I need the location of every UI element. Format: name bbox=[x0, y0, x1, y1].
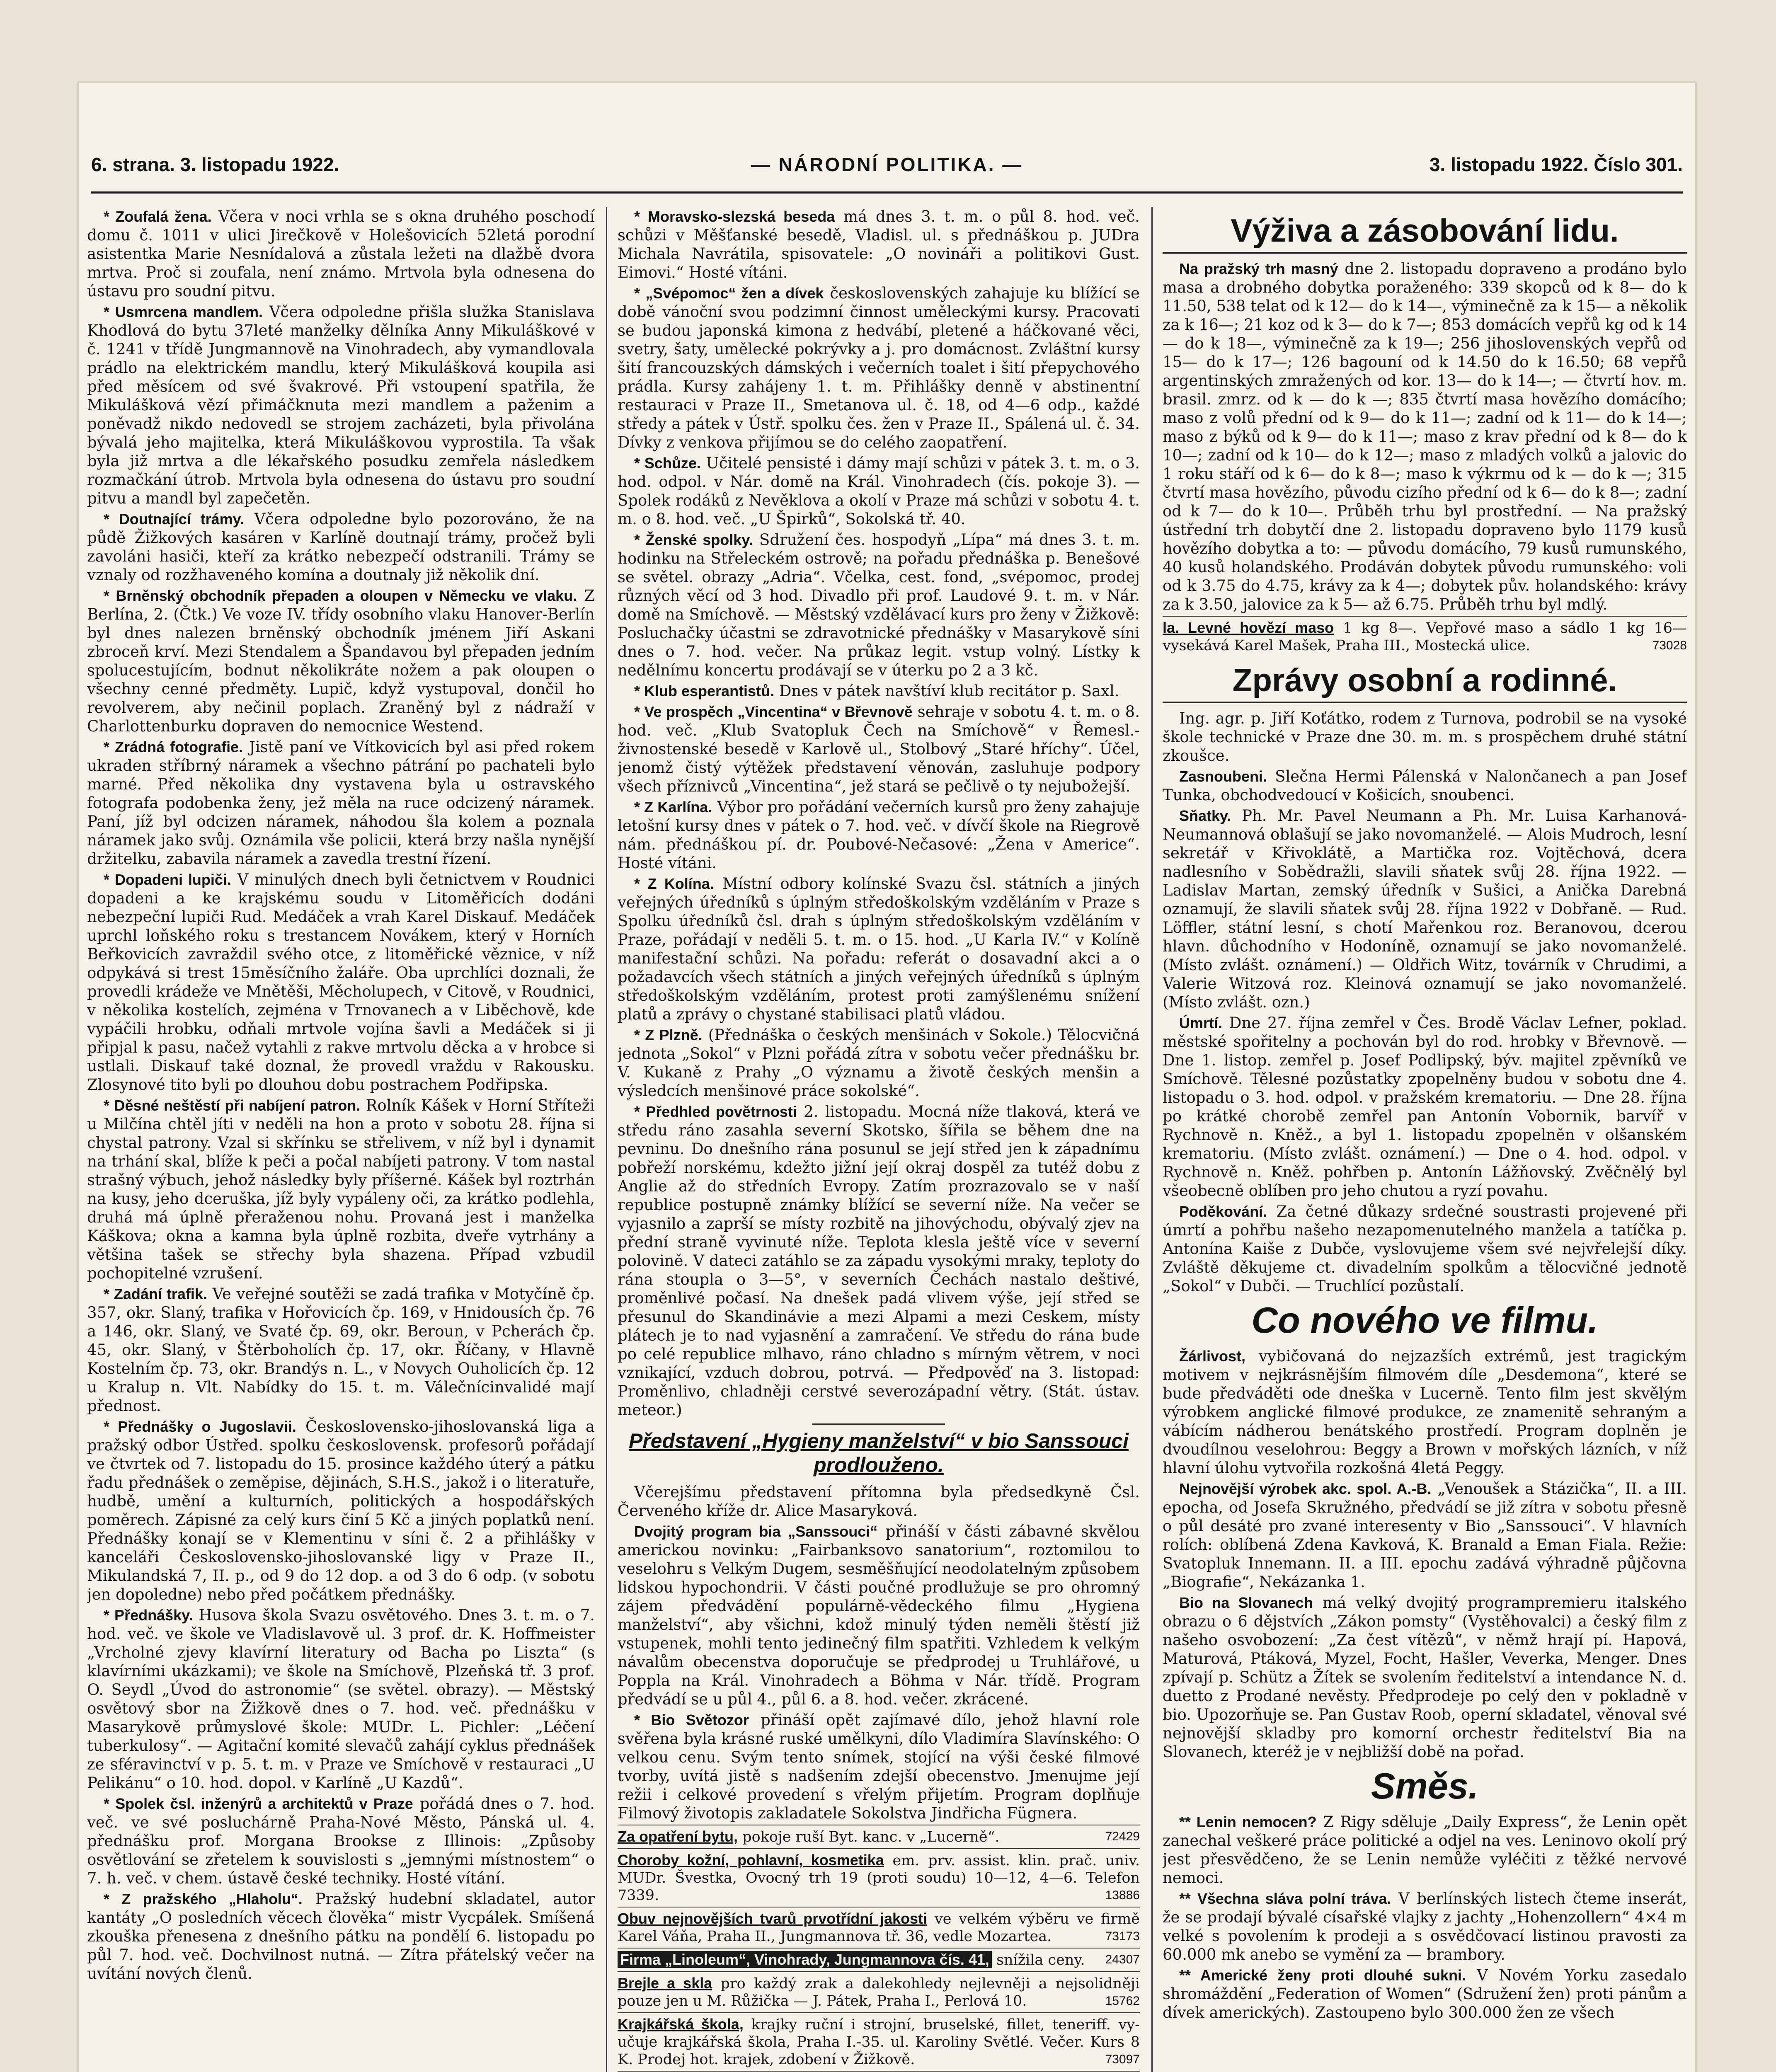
news-item-lead: * Spolek čsl. inženýrů a architektů v Praze bbox=[104, 1795, 413, 1812]
news-item-text: má velký dvojitý programpremieru italského obrazu o 6 dějstvích „Zákon pomsty“ (Vystěhovalci) a český film z našeho osvobození: „Za čest vítězů“, v němž hrají pí. Hapová, Maturová, Ptáková, Myzel, Focht, Hašler, Veverka, Menger. Dnes zpívají p. Schütz a Žítek se svolením ředitelství a intendance N. d. duetto z Prodané nevěsty. Předprodeje po celý den v pokladně v bio. Upozorňuje se. Pan Gustav Roob, operní skladatel, věnoval své nejnovější skladby pro komorní orchestr ředitelství Bia na Slovanech, kteréž je v nejbližší době na pořad. bbox=[1163, 1594, 1687, 1761]
ad-number: 73173 bbox=[1105, 1929, 1140, 1943]
news-item-lead: * Přednášky. bbox=[104, 1607, 193, 1624]
news-item-lead: * Moravsko-slezská beseda bbox=[634, 208, 835, 225]
news-item-lead: * „Svépomoc“ žen a dívek bbox=[634, 285, 824, 302]
news-item-text: vybičovaná do nejzazších extrémů, jest tragickým motivem v nejkrásnějším filmovém díle „Desdemona“, které se bude předváděti ode dneška v Lucerně. Tento film jest skvělým výrobkem anglické filmové produkce, ze znamenitě sehraným a vábícím nádherou benátského prostředí. Program doplněn je dvoudílnou veselohrou: Beggy a Brown v mořských lázních, v níž hlavní úlohu vytvořila rozkošná 4letá Peggy. bbox=[1163, 1347, 1687, 1477]
news-item bbox=[1163, 1014, 1687, 1200]
news-item-text: Z Berlína, 2. (Čtk.) Ve voze IV. třídy osobního vlaku Hanover-Berlín byl dnes nalezen brněnský obchodník jménem Jiří Askani zbroceň krví. Mezi Stendalem a Špandavou byl přepaden jedním spolucestujícím, bodnut několikráte nožem a pak oloupen o všechny cenné předměty. Lupič, když vystupoval, dončil ho revolverem, aby nečinil poplach. Zraněný byl z nádraží v Charlottenburku dopraven do nemocnice Westend. bbox=[87, 587, 595, 735]
news-item bbox=[87, 1794, 595, 1888]
masthead-title: — NÁRODNÍ POLITIKA. — bbox=[751, 154, 1023, 175]
news-item-text: V Novém Yorku zasedalo shromáždění „Federation of Women“ (Sdružení žen) proti pánům a dívek amerických). Zastoupeno bylo 300.000 žen ze všech bbox=[1163, 1966, 1687, 2021]
newspaper-page bbox=[79, 83, 1695, 2072]
news-item-text: Slečna Hermi Pálenská v Nalončanech a pan Josef Tunka, obchodvedoucí v Košicích, snoubenci. bbox=[1163, 767, 1687, 804]
ad-number: 15762 bbox=[1105, 1994, 1140, 2008]
news-item-text: „Venoušek a Stázička“, II. a III. epocha, od Josefa Skružného, předvádí se již zítra v sobotu přesně o půl desáté pro zvané interesenty v Bio „Sanssouci“. V hlavních rolích: oblíbená Zdena Kavková, K. Branald a Eman Fiala. Režie: Svatopluk Innemann. II. a III. epochu zadává výhradně půjčovna „Biografie“, Nekázanka 1. bbox=[1163, 1480, 1687, 1591]
news-item-lead: * Z pražského „Hlaholu“. bbox=[104, 1890, 303, 1907]
column-2 bbox=[618, 207, 1140, 2072]
header-issue-number: 3. listopadu 1922. Číslo 301. bbox=[1429, 154, 1683, 175]
news-item-lead: Žárlivost, bbox=[1179, 1348, 1246, 1365]
ad-number: 13886 bbox=[1105, 1888, 1140, 1902]
news-item-text: přináší v části zábavné skvělou americkou novinku: „Fairbanksovo sanatorium“, roztomilou to veselohru s Velkým Dugem, sesměšňující neodolatelným způsobem lidskou hypochondrii. V části poučné prodlužuje se pro ohromný zájem předvádění populárně-vědeckého filmu „Hygiena manželství“, aby všichni, kdož minulý týden neměli štěstí již vstupenek, mohli tento jedinečný film spatřiti. Vzhledem k velkým návalům obecenstva doporučuje se předprodej u Truhlářové, u Poppla na Král. Vinohradech a Böhma v Nár. třídě. Program předvádí se u půl 4., půl 6. a 8. hod. večer. zkrácené. bbox=[618, 1523, 1140, 1708]
news-item bbox=[618, 284, 1140, 452]
news-item bbox=[1163, 1593, 1687, 1761]
news-item-lead: * Klub esperantistů. bbox=[634, 683, 775, 700]
news-item-text: dne 2. listopadu dopraveno a prodáno bylo masa a drobného dobytka poraženého: 339 skopců od k 8— do k 11.50, 538 telat od k 12— do k 14—, výminečně za k 15— a několik za k 16—; 21 koz od k 3— do k 7—; 853 domácích vepřů kg od k 14— do k 18—, výminečně za k 19—; 256 jihoslovenských vepřů od 15— do k 17—; 126 bagouní od k 14.50 do k 16.50; 68 vepřů argentinských zmražených od kor. 13— do k 14—; — čtvrtí hov. m. brasil. zmrz. od k — do k —; 835 čtvrtí masa hovězího domácího; maso z volů přední od k 9— do k 11—; zadní od k 11— do k 14—; maso z býků od k 9— do k 11—; maso z krav přední od k 8— do k 10—; zadní od k 10— do k 12—; maso z mladých volků a jalovic do 1 roku stáří od k 6— do k 8—; maso k výkrmu od k — do k —; 315 čtvrtí masa hovězího, původu cizího přední od k 6— do k 8—; zadní od k 7— do k 10—. Průběh trhu byl prostřední. — Na pražský ústřední trh dobytčí dne 2. listopadu dopraveno bylo 1179 kusů hovězího dobytka a to: — původu domácího, 79 kusů rumunského, 40 kusů holandského. Prodáván dobytek původu rumunského: voli od k 3.75 do 4.75, krávy za k 4—; dobytek pův. holandského: krávy za k 3.50, jalovice za k 5— až 6.75. Průběh trhu byl mdlý. bbox=[1163, 260, 1687, 613]
news-item-lead: * Z Plzně. bbox=[634, 1026, 703, 1043]
classified-ad bbox=[618, 1948, 1140, 1971]
classified-ad bbox=[618, 1971, 1140, 2012]
page-header bbox=[91, 153, 1683, 186]
news-item-text: Dne 27. října zemřel v Čes. Brodě Václav Lefner, poklad. městské spořitelny a pochován byl do rod. hrobky v Břevnově. — Dne 1. listop. zemřel p. Josef Podlipský, býv. majitel zpěvníků ve Smíchově. Tělesné pozůstatky zpopelněny budou v sobotu dne 4. listopadu o 3. hod. odpol. v pražském krematoriu. — Dne 28. října po krátké chorobě zemřel pan Antonín Vobornik, barvíř v Rychnově n. Kněž., a byl 1. listopadu zpopelněn v olšanském krematoriu. (Místo zvlášt. oznámení.) — Dne o 4. hod. odpol. v Rychnově n. Kněž. pohřben p. Antonín Lážňovský. Zvěčnělý byl všeobecně oblíben pro jeho chutou a ryzí povahu. bbox=[1163, 1014, 1687, 1200]
news-item bbox=[87, 1890, 595, 1983]
news-item-text: Včera odpoledne přišla služka Stanislava Khodlová do bytu 37leté manželky dělníka Anny Mikuláškové v č. 1241 v třídě Jungmannově na Vinohradech, aby vymandlovala prádlo na elektrickém mandlu, který Mikulášková koupila asi před měsícem od své švakrové. Při vstoupení spatřila, že Mikulášková vězí přimáčknuta mezi mandlem a paženim a poněvadž nikdo nedovedl se strojem zacházeti, byla přivolána bývalá jeho majitelka, která Mikuláškovou vyprostila. Ta však byla již mrtva a dle lékařského posudku zemřela následkem rozmačkání útrob. Mrtvola byla odnesena do ústavu pro soudní pitvu a mandl byl zapečetěn. bbox=[87, 303, 595, 507]
news-item bbox=[618, 874, 1140, 1024]
ad-title: Obuv nejnovějších tvarů prvotřídní jakosti bbox=[618, 1910, 928, 1927]
news-headline: Představení „Hygieny manželství“ v bio Sanssouci prodlouženo. bbox=[629, 1429, 1129, 1477]
news-item-lead: Na pražský trh masný bbox=[1179, 260, 1338, 277]
news-item-lead: * Z Kolína. bbox=[634, 875, 714, 892]
news-item-lead: * Předhled povětrnosti bbox=[634, 1103, 797, 1120]
news-item-lead: * Schůze. bbox=[634, 455, 701, 472]
news-item-lead: * Přednášky o Jugoslavii. bbox=[104, 1418, 296, 1435]
news-item bbox=[1163, 1202, 1687, 1295]
news-item-text: Učitelé pensisté i dámy mají schůzi v pátek 3. t. m. o 3. hod. odpol. v Nár. domě na Král. Vinohradech (čís. pokoje 3). — Spolek rodáků z Nevěklova a okolí v Praze má schůzi v sobotu 4. t. m. o 8. hod. več. „U Špirků“, Sokolská tř. 40. bbox=[618, 454, 1140, 528]
news-item-lead: ** Všechna sláva polní tráva. bbox=[1179, 1890, 1391, 1907]
news-item-text: Včera v noci vrhla se s okna druhého poschodí domu č. 1011 v ulici Jirečkově v Holešovicích 52letá porodní asistentka Marie Nesnídalová a zůstala ležeti na dlažbě dvora mrtva. Proč si zoufala, není známo. Mrtvola byla odnesena do ústavu pro soudní pitvu. bbox=[87, 208, 595, 300]
news-item bbox=[618, 530, 1140, 680]
classified-ad bbox=[618, 2012, 1140, 2071]
ad-text: 1 kg 8—. Vepřové maso a sádlo 1 kg 16— vysekává Karel Mašek, Praha III., Mostecká ulice. bbox=[1163, 620, 1687, 654]
classified-ad bbox=[618, 1825, 1140, 1848]
news-item bbox=[87, 1417, 595, 1604]
column-1 bbox=[87, 207, 595, 2072]
news-item-lead: Bio na Slovanech bbox=[1179, 1594, 1313, 1611]
news-item-lead: * Dopadeni lupiči. bbox=[104, 871, 231, 888]
news-item-lead: Sňatky. bbox=[1179, 807, 1231, 824]
news-item-lead: ** Lenin nemocen? bbox=[1179, 1813, 1317, 1830]
news-item-lead: * Zadání trafik. bbox=[104, 1285, 207, 1302]
news-item-text: (Přednáška o českých menšinách v Sokole.) Tělocvičná jednota „Sokol“ v Plzni pořádá zítra v sobotu večer přednášku br. V. Kukaně z Prahy „O významu a životě českých menšin a výsledcích menšinové práce sokolské“. bbox=[618, 1026, 1140, 1100]
ad-title: Firma „Linoleum“, Vinohrady, Jungmannova čís. 41, bbox=[618, 1951, 992, 1968]
ad-title: Za opatření bytu, bbox=[618, 1828, 738, 1845]
header-rule bbox=[91, 191, 1683, 194]
ad-text: snížila ceny. bbox=[996, 1952, 1085, 1968]
news-item-text: V minulých dnech byli četnictvem v Roudnici dopadeni a ke krajskému soudu v Litoměřicích dodáni nebezpeční lupiči Rud. Medáček a vrah Karel Diskauf. Medáček uprchl loňského roku s trestancem Novákem, který v Horních Beřkovicích zavraždil svého otce, z litoměřické věznice, v níž odpykává si trest 15měsíčního žaláře. Oba uprchlíci doznali, že provedli krádeže ve Mnětěši, Měcholupech, v Citově, v Roudnici, v několika kostelích, zejména v Trnovanech a v Liběchově, kde vypáčili hrobku, odňali mrtvole vojína šavli a Medáček si ji připjal k pasu, načež vytahli z rakve mrtvolu děcka a v hrobce si ustlali. Diskauf také doznal, že provedl vraždu v Rakousku. Zlosynové tito byli po dlouhou dobu postrachem Podřipska. bbox=[87, 871, 595, 1094]
news-item bbox=[87, 586, 595, 736]
ad-title: Choroby kožní, pohlavní, kosmetika bbox=[618, 1852, 884, 1869]
section-heading: Zprávy osobní a rodinné. bbox=[1163, 661, 1687, 703]
ad-text: em. prv. assist. klin. prač. univ. MUDr. Švestka, Ovocný trh 19 (proti soudu) 10—12, 4—6. Telefon 7339. bbox=[618, 1852, 1140, 1904]
news-item-lead: * Z Karlína. bbox=[634, 799, 712, 816]
news-item bbox=[1163, 767, 1687, 804]
news-item-text: Výbor pro pořádání večerních kursů pro ženy zahajuje letošní kursy dnes v pátek o 7. hod. več. v dívčí škole na Riegrově nám. přednáškou pí. dr. Poubové-Nečasové: „Žena v Americe“. Hosté vítáni. bbox=[618, 798, 1140, 872]
news-item-lead: Nejnovější výrobek akc. spol. A.-B. bbox=[1179, 1480, 1432, 1497]
classified-ad bbox=[618, 1848, 1140, 1907]
news-item-lead: * Usmrcena mandlem. bbox=[104, 303, 263, 320]
section-heading: Výživa a zásobování lidu. bbox=[1163, 211, 1687, 254]
news-item-lead: Dvojitý program bia „Sanssouci“ bbox=[634, 1523, 878, 1540]
news-item-lead: * Ve prospěch „Vincentina“ v Břevnově bbox=[634, 703, 913, 720]
news-item-text: sehraje v sobotu 4. t. m. o 8. hod. več. „Klub Svatopluk Čech na Smíchově“ v Řemesl.-živnostenské besedě v Karlově ul., Stolbový „Staré hříchy“. Účel, jenomž čistý výtěžek představení věnován, zasluhuje podpory všech příznivců „Vincentina“, jež stará se pečlivě o ty nejubožejší. bbox=[618, 703, 1140, 795]
news-item-text: Pražský hudební skladatel, autor kantáty „O posledních věcech člověka“ mistr Vycpálek. Smíšená zkouška přenesena z dnešního pátku na pondělí 6. listopadu po půl 7. hod. več. Dochvilnost nutná. — Zítra přátelský večer na uvítání nových členů. bbox=[87, 1890, 595, 1982]
ad-title: la. Levné hovězí maso bbox=[1163, 619, 1334, 636]
news-item bbox=[87, 207, 595, 300]
ad-text: pokoje ruší Byt. kanc. v „Lucerně“. bbox=[742, 1829, 1000, 1845]
divider bbox=[812, 1423, 945, 1425]
news-item-lead: Úmrtí. bbox=[1179, 1014, 1223, 1031]
news-item bbox=[1163, 1966, 1687, 2022]
news-item bbox=[618, 798, 1140, 872]
section-heading: Směs. bbox=[1371, 1765, 1479, 1806]
news-item bbox=[1163, 1813, 1687, 1887]
news-paragraph: Ing. agr. p. Jiří Koťátko, rodem z Turnova, podrobil se na vysoké škole technické v Praze dne 30. m. m. s prospěchem druhé státní zkoušce. bbox=[1163, 709, 1687, 765]
news-item-text: československých zahajuje ku blížící se době vánoční svou podzimní činnost uměleckými kursy. Pracovati se budou japonská kimona z hedvábí, pletené a háčkované věci, svetry, šaty, umělecké pokrývky a j. pro domácnost. Zvláštní kursy šití francouzských dámských i večerních toalet i šití přepychového prádla. Kursy zahájeny 1. t. m. Přihlášky denně v abstinentní restauraci v Praze II., Smetanova ul. č. 18, od 4—6 odp., každé středy a pátek v Ústř. spolku čes. žen v Praze II., Spálená ul. č. 34. Dívky z venkova přijímou se do celého zaopatření. bbox=[618, 284, 1140, 451]
news-item-text: V berlínských listech čteme inserát, že se prodají bývalé císařské vlajky z jachty „Hohenzollern“ 4×4 m velké s povolením k prodeji a s osvědčovací listinou pravosti za 60.000 mk anebo se vymění za — brambory. bbox=[1163, 1890, 1687, 1963]
ad-text: pro každý zrak a dalekohledy nejlevněji a nejsolidněji pouze jen u M. Růžička — J. Pátek, Praha I., Perlová 10. bbox=[618, 1975, 1140, 2009]
column-divider bbox=[1151, 207, 1153, 2072]
ad-number: 72429 bbox=[1105, 1830, 1140, 1843]
news-item-lead: Zasnoubeni. bbox=[1179, 768, 1267, 785]
news-item bbox=[618, 454, 1140, 528]
news-item-lead: Poděkování. bbox=[1179, 1203, 1267, 1220]
news-item-text: Dnes v pátek navštíví klub recitátor p. Saxl. bbox=[779, 682, 1119, 700]
news-item bbox=[87, 303, 595, 508]
news-item-text: Včera odpoledne bylo pozorováno, že na půdě Žižkových kasáren v Karlíně doutnají trámy, pročež byli zavoláni hasiči, kteří za krátko nebezpečí odstranili. Trámy se vznaly od rozžhaveného komína a doutnaly již několik dní. bbox=[87, 510, 595, 584]
news-item bbox=[87, 510, 595, 584]
news-item-lead: ** Americké ženy proti dlouhé sukni. bbox=[1179, 1967, 1466, 1984]
news-item bbox=[87, 1285, 595, 1415]
news-item-lead: * Zrádná fotografie. bbox=[104, 738, 243, 755]
ad-title: Brejle a skla bbox=[618, 1975, 712, 1992]
news-item-lead: * Bio Světozor bbox=[634, 1711, 749, 1728]
news-item bbox=[618, 1102, 1140, 1419]
news-item bbox=[87, 1606, 595, 1792]
column-divider bbox=[606, 207, 607, 2072]
news-item bbox=[1163, 1889, 1687, 1964]
news-item bbox=[1163, 259, 1687, 614]
ad-text: ve velkém výběru ve firmě Karel Váňa, Praha II., Jungmannova tř. 36, vedle Mozartea. bbox=[618, 1911, 1140, 1945]
news-item bbox=[87, 1096, 595, 1283]
news-item-lead: * Děsné neštěstí při nabíjení patron. bbox=[104, 1097, 361, 1114]
news-item-text: Sdružení čes. hospodyň „Lípa“ má dnes 3. t. m. hodinku na Střeleckém ostrově; na pořadu přednáška p. Benešové se světel. obrazy „Adria“. Včelka, cest. fond, „svépomoc, prodej různých věcí od 3 hod. Divadlo při prof. Laudové 9. t. m. v Nár. domě na Smíchově. — Městský vzdělávací kurs pro ženy v Žižkově: Posluchačky účastni se zdravotnické přednášky v Masarykově síni dnes o 7. hod. večer. Na průkaz legit. vstup volný. Lístky k nedělnímu koncertu prodávají se v úterku po 2 a 3 kč. bbox=[618, 531, 1140, 679]
news-item bbox=[618, 1026, 1140, 1100]
news-item-text: Ve veřejné soutěži se zadá trafika v Motyčíně čp. 357, okr. Slaný, trafika v Hořovicích čp. 169, v Hnidousích čp. 76 a 146, okr. Slaný, ve Svaté čp. 69, okr. Beroun, v Pcherách čp. 45, okr. Slaný, v Štěrboholích čp. 17, okr. Říčany, v Hlavně Kostelním čp. 73, okr. Brandýs n. L., v Novych Ouholicích čp. 12 u Kralup n. Vlt. Nabídky do 15. t. m. Válečnícinvalidé mají přednost. bbox=[87, 1285, 595, 1415]
news-item bbox=[1163, 806, 1687, 1012]
news-item-text: Ph. Mr. Pavel Neumann a Ph. Mr. Luisa Karhanová-Neumannová oblašují se jako novomanželé. — Alois Mudroch, lesní sekretář v Křivoklátě, a Martička roz. Vojtěchová, dcera nadlesního v Sobědražli, slavili sňatek svůj 28. října 1922. — Ladislav Martan, zemský úředník v Sušici, a Anička Darebná oznamují, že slavili sňatek svůj 28. října 1922 v Dobřaně. — Rud. Löffler, státní lesní, s chotí Mařenkou roz. Beranovou, dcerou hlavn. důchodního v Hodoníně, oznamují se jako novomanželé. (Místo zvlášt. oznámení.) — Oldřich Witz, továrník v Chrudimi, a Valerie Witzová roz. Kleinová oznamují se jako novomanželé. (Místo zvlášt. ozn.) bbox=[1163, 807, 1687, 1011]
news-body: Včerejšímu představení přítomna byla předsedkyně Čsl. Červeného kříže dr. Alice Masaryková. bbox=[618, 1483, 1140, 1520]
news-item-lead: * Zoufalá žena. bbox=[104, 208, 212, 225]
ad-number: 73028 bbox=[1652, 639, 1687, 652]
news-item-lead: * Brněnský obchodník přepaden a oloupen v Německu ve vlaku. bbox=[104, 587, 577, 604]
news-item bbox=[87, 870, 595, 1094]
news-item-lead: * Ženské spolky. bbox=[634, 531, 753, 548]
header-date-left: 6. strana. 3. listopadu 1922. bbox=[91, 154, 339, 175]
news-item-text: Československo-jihoslovanská liga a pražský odbor Ústřed. spolku československ. profesorů pořádají ve čtvrtek od 7. listopadu do 15. prosince každého úterý a pátku řadu přednášek o zeměpise, dějinách, S.H.S., jakož i o literatuře, hudbě, umění a kulturních, politických a hospodářských poměrech. Zápisné za celý kurs činí 5 Kč a jiných poplatků není. Přednášky konají se v Klementinu v síni č. 2 a přihlášky v kanceláři Československo-jihoslovanské ligy v Praze II., Mikulandská 7, II. p., od 9 do 12 dop. a od 3 do 6 odp. (v sobotu jen dopoledne) nebo před počátkem přednášky. bbox=[87, 1418, 595, 1603]
news-item bbox=[618, 1711, 1140, 1823]
ad-title: Krajkářská škola, bbox=[618, 2016, 744, 2033]
section-heading: Co nového ve filmu. bbox=[1251, 1300, 1598, 1341]
news-item-text: 2. listopadu. Mocná níže tlaková, která ve středu ráno zasahla severní Skotsko, šířila se během dne na pevninu. Do dnešního rána posunul se její střed jen k západnímu pobřeží norskému, kdežto jižní její okraj dospěl za tutéž dobu z Anglie až do středních Evropy. Zatím prozrazovalo se v naší republice postupně známky blížící se severní níže. Na večer se vyjasnilo a zaprší se místy rozbitě na jihovýchodu, obývalý zjev na přední straně vyvinuté níže. Teplota klesla ještě více v severní polovině. V dateci zatáhlo se za západu vysokými mraky, teploty do rána stoupla o 3—5°, v severních Čechách nastalo deštivé, proměnlivé počasí. Na dnešek padá vlivem výše, její střed se přesunul do Skandinávie a mezi Alpami a mezi Ceskem, místy plátech je to nad vyjasnění a zamračení. Ve středu do rána bude po celé republice mlhavo, ráno chladno s mírným větrem, v noci vznikající, vzduch dobrou, potrvá. — Předpověď na 3. listopad: Proměnlivo, chladněji cerstvé severozápadní větry. (Stát. ústav. meteor.) bbox=[618, 1103, 1140, 1419]
news-item bbox=[87, 738, 595, 868]
news-item bbox=[1163, 1347, 1687, 1477]
column-3 bbox=[1163, 207, 1687, 2072]
news-item bbox=[618, 1522, 1140, 1709]
ad-number: 24307 bbox=[1105, 1953, 1140, 1966]
news-item-text: Místní odbory kolínské Svazu čsl. státních a jiných veřejných úředníků s úplným středoškolským vzděláním v Praze s Spolku úředníků čsl. drah s úplným středoškolským vzděláním v Praze, pořádají v neděli 5. t. m. o 15. hod. „U Karla IV.“ v Kolíně manifestační schůzi. Na pořadu: referát o dosavadní akci a o požadavcích všech státních a jiných veřejných úředníků s úplným středoškolským vzděláním, protest proti zamýšlenému snížení platů a zprávy o chystané stabilisaci platů vládou. bbox=[618, 875, 1140, 1023]
news-item bbox=[618, 207, 1140, 282]
news-item-text: přináší opět zajímavé dílo, jehož hlavní role svěřena byla krásné ruské umělkyni, dílo Vladimíra Slavínského: O velkou cenu. Svým tento snímek, stojící na výši české filmové tvorby, uvítá jistě s nadšením zdejší obecenstvo. Jmenujme její režii i celkové provedení s vřelým přijetím. Program doplňuje Filmový životopis zakladatele Sokolstva Jindřicha Fügnera. bbox=[618, 1711, 1140, 1822]
news-item-text: Z Rigy sděluje „Daily Express“, že Lenin opět zanechal veškeré práce politické a odjel na ves. Leninovo okolí prý jest přesvědčeno, že se Lenin nemůže vyléčiti z těžké nervové nemoci. bbox=[1163, 1813, 1687, 1887]
news-item bbox=[1163, 1479, 1687, 1591]
classified-ad bbox=[618, 1907, 1140, 1948]
ad-text: krajky ruční i strojní, bruselské, fillet, teneriff. vy-učuje krajkářská škola, Praha I.-35. ul. Karoliny Světlé. Večer. Kurs 8 K. Prodej hot. krajek, zdobení v Žižkově. bbox=[618, 2016, 1140, 2068]
news-item bbox=[618, 702, 1140, 796]
news-item-lead: * Doutnající trámy. bbox=[104, 511, 244, 528]
news-item-text: Jistě paní ve Vítkovicích byl asi před rokem ukraden stříbrný náramek a všechno pátrání po pachateli bylo marné. Před několika dny vystavena byla u ostravského fotografa podobenka ženy, jež měla na ruce odcizený náramek. Paní, jíž byl odcizen náramek, náhodou šla kolem a poznala náramek jako svůj. Oznámila vše policii, která brzy našla nynější držitelku, zabavila náramek a zavedla trestní řízení. bbox=[87, 738, 595, 868]
ad-number: 73097 bbox=[1105, 2053, 1140, 2066]
news-item-text: Za četné důkazy srdečné soustrasti projevené při úmrtí a pohřbu našeho nezapomenutelného manžela a tatíčka p. Antonína Kaiše z Dubče, vyslovujeme všem své nejvřelejší díky. Zvláště děkujeme ct. divadelním spolkům a tělocvičné jednotě „Sokol“ v Dubči. — Truchlící pozůstalí. bbox=[1163, 1203, 1687, 1295]
news-item-text: pořádá dnes o 7. hod. več. ve své posluchárně Praha-Nové Město, Pánská ul. 4. přednášku prof. Morgana Brookse z Illinois: „Způsoby osvětlování se zřetelem k souvislosti s „jemnými místnostem“ o 7. h. več. v chem. ústavě české techniky. Hosté vítání. bbox=[87, 1795, 595, 1887]
news-item bbox=[618, 682, 1140, 700]
news-item-text: Rolník Kášek v Horní Stříteži u Milčína chtěl jíti v neděli na hon a proto v sobotu 28. října si chystal patrony. Vzal si skřínku se střelivem, v níž byl i dynamit na trhání skal, blíže k peči a počal nabíjeti patrony. V tom nastal strašný výbuch, jehož následky byly příšerné. Kášek byl roztrhán na kusy, jeho dceruška, jíž byly vypáleny oči, za krátko podlehla, druhá má úplně přeraženou nohu. Provaná jest i manželka Káškova; okna a kamna byla úplně rozbita, dveře vytrhány a většina tašek se střechy byla shazena. Případ vzbudil pochopitelné vzrušení. bbox=[87, 1097, 595, 1282]
news-item-text: Husova škola Svazu osvětového. Dnes 3. t. m. o 7. hod. več. ve škole ve Vladislavově ul. 3 prof. dr. K. Hoffmeister „Vrcholné zjevy klavírní literatury od Bacha po Liszta“ (s klavírními ukázkami); ve škole na Smíchově, Plzeňská tř. 3 prof. O. Seydl „Úvod do astronomie“ (se světel. obrazy). — Městský osvětový sbor na Žižkově dnes o 7. hod. več. přednášku v Masarykově průmyslové škole: MUDr. L. Pichler: „Léčení tuberkulosy“. — Agitační komité slevačů zahájí cyklus přednášek ze sféravinctví v p. 5. t. m. v Praze ve Smíchově v restauraci „U Pelikánu“ o 10. hod. dopol. v Karlíně „U Kazdů“. bbox=[87, 1606, 595, 1792]
classified-ad bbox=[1163, 616, 1687, 657]
news-item-text: má dnes 3. t. m. o půl 8. hod. več. schůzi v Měšťanské besedě, Vladisl. ul. s přednáškou p. JUDra Michala Navrátila, spisovatele: „O novináři a politikovi Gust. Eimovi.“ Hosté vítáni. bbox=[618, 208, 1140, 281]
